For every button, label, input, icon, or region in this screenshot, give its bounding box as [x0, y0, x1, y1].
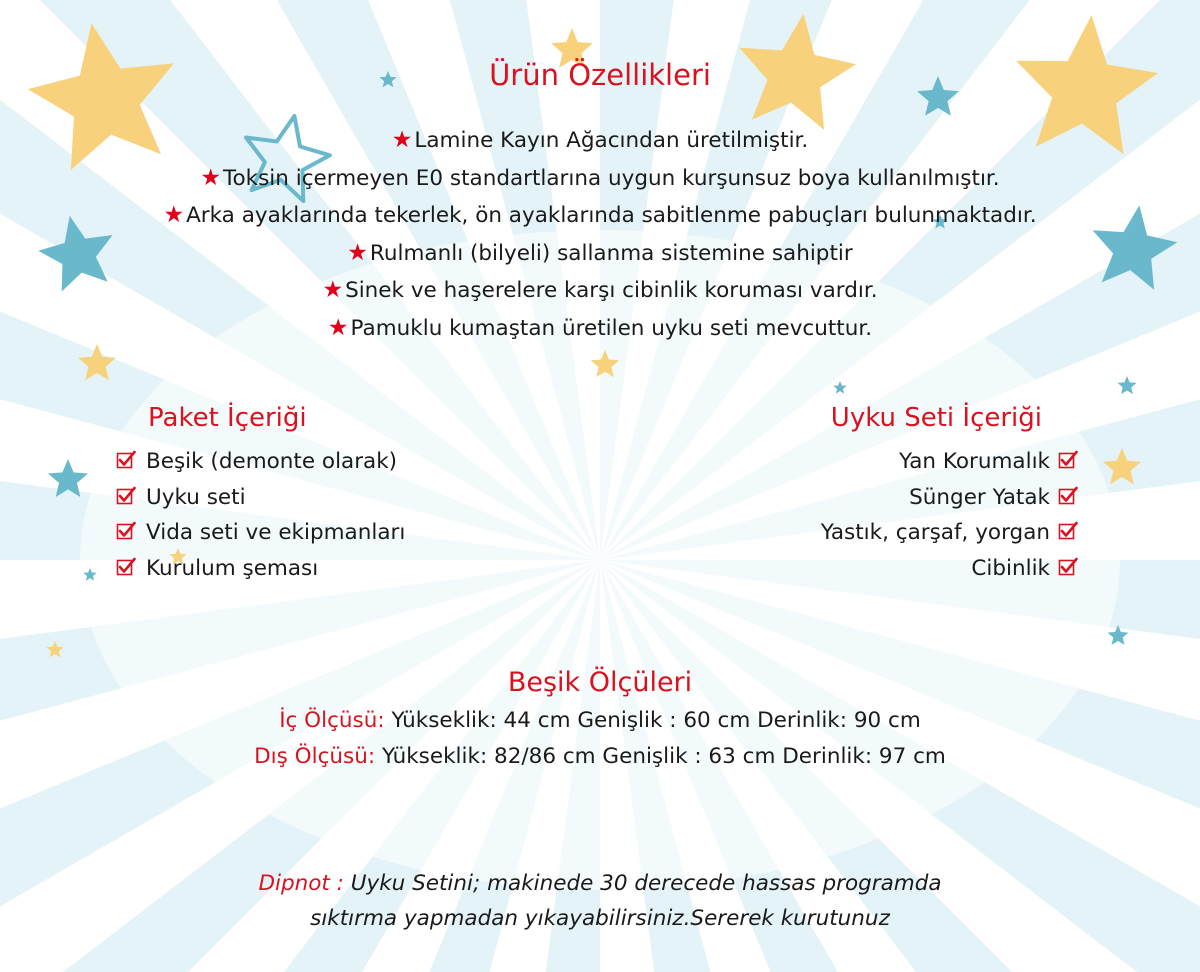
- inner-dimensions-label: İç Ölçüsü:: [279, 708, 385, 733]
- footnote-line-2: sıktırma yapmadan yıkayabilirsiniz.Sererek kurutunuz: [310, 906, 890, 931]
- checkbox-checked-icon: [1058, 521, 1078, 541]
- package-list: [116, 444, 405, 586]
- star-bullet-icon: ★: [327, 314, 349, 341]
- inner-dimensions-value: Yükseklik: 44 cm Genişlik : 60 cm Derinlik: 90 cm: [391, 708, 921, 733]
- star-icon: [1103, 448, 1141, 484]
- star-icon: [833, 381, 846, 394]
- sleep-set-title: Uyku Seti İçeriği: [830, 403, 1042, 433]
- feature-item: ★Arka ayaklarında tekerlek, ön ayaklarında sabitlenme pabuçları bulunmaktadır.: [163, 202, 1037, 229]
- list-item: Sünger Yatak: [821, 480, 1078, 516]
- star-icon: [78, 344, 116, 380]
- checkbox-checked-icon: [1058, 557, 1078, 577]
- inner-dimensions: [0, 708, 1200, 733]
- outer-dimensions-value: Yükseklik: 82/86 cm Genişlik : 63 cm Derinlik: 97 cm: [381, 744, 946, 769]
- checkbox-checked-icon: [1058, 486, 1078, 506]
- features-title: Ürün Özellikleri: [489, 58, 711, 92]
- dimensions-title: Beşik Ölçüleri: [507, 667, 693, 698]
- feature-item: ★Pamuklu kumaştan üretilen uyku seti mevcuttur.: [327, 314, 873, 341]
- feature-item: ★Toksin içermeyen E0 standartlarına uygun kurşunsuz boya kullanılmıştır.: [200, 164, 1000, 191]
- sleep-set-list: [821, 444, 1078, 586]
- star-icon: [48, 459, 88, 497]
- outer-dimensions-label: Dış Ölçüsü:: [254, 744, 376, 769]
- star-icon: [1108, 625, 1129, 645]
- features-list: [0, 122, 1200, 348]
- footnote-line-1: Dipnot : Uyku Setini; makinede 30 derecede hassas programda: [258, 871, 942, 896]
- star-bullet-icon: ★: [200, 164, 221, 191]
- star-icon: [83, 568, 96, 581]
- feature-item: ★Rulmanlı (bilyeli) sallanma sistemine sahiptir: [347, 239, 853, 266]
- footnote-label: Dipnot :: [258, 871, 344, 896]
- outer-dimensions: [0, 744, 1200, 769]
- checkbox-checked-icon: [116, 450, 136, 470]
- checkbox-checked-icon: [1058, 450, 1078, 470]
- list-item: Vida seti ve ekipmanları: [116, 515, 405, 551]
- list-item: Beşik (demonte olarak): [116, 444, 405, 480]
- feature-item: ★Lamine Kayın Ağacından üretilmiştir.: [391, 127, 809, 153]
- list-item: Kurulum şeması: [116, 551, 405, 587]
- checkbox-checked-icon: [116, 557, 136, 577]
- star-bullet-icon: ★: [163, 202, 185, 229]
- star-bullet-icon: ★: [391, 127, 413, 153]
- star-bullet-icon: ★: [322, 277, 344, 304]
- star-icon: [46, 641, 63, 657]
- package-title: Paket İçeriği: [148, 403, 307, 433]
- list-item: Yan Korumalık: [821, 444, 1078, 480]
- list-item: Yastık, çarşaf, yorgan: [821, 515, 1078, 551]
- star-icon: [1118, 376, 1137, 394]
- checkbox-checked-icon: [116, 521, 136, 541]
- feature-item: ★Sinek ve haşerelere karşı cibinlik koruması vardır.: [322, 277, 878, 304]
- list-item: Uyku seti: [116, 480, 405, 516]
- star-icon: [591, 350, 620, 377]
- star-bullet-icon: ★: [347, 239, 368, 266]
- checkbox-checked-icon: [116, 486, 136, 506]
- list-item: Cibinlik: [821, 551, 1078, 587]
